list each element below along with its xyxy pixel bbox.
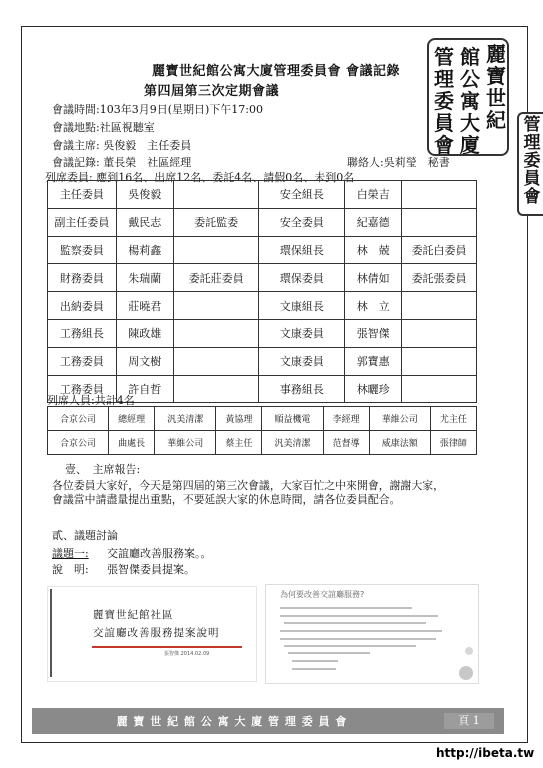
- table-cell: [402, 292, 477, 320]
- table-cell: 文康委員: [259, 347, 345, 375]
- table-row: [48, 319, 477, 347]
- seal-column: 管 理 委 員 會: [523, 115, 541, 207]
- table-cell: 文康委員: [259, 319, 345, 347]
- table-cell: 華維公司: [155, 431, 216, 455]
- table-cell: [173, 292, 259, 320]
- meeting-time: 會議時間:103年3月9日(星期日)下午17:00: [52, 103, 263, 116]
- table-cell: 紀嘉德: [345, 208, 402, 236]
- table-cell: 工務組長: [48, 319, 117, 347]
- description-text: 張智傑委員提案。: [107, 563, 195, 576]
- table-row: [48, 181, 477, 209]
- table-cell: 監察委員: [48, 236, 117, 264]
- meeting-place: 會議地點:社區視聽室: [52, 121, 155, 134]
- table-row: [48, 236, 477, 264]
- table-row: [48, 292, 477, 320]
- table-cell: [173, 347, 259, 375]
- table-cell: 工務委員: [48, 375, 117, 403]
- table-cell: 華維公司: [369, 407, 430, 431]
- table-cell: [173, 181, 259, 209]
- slide1-byline: 張智傑 2014.02.09: [164, 651, 210, 657]
- table-cell: 尤主任: [430, 407, 476, 431]
- table-cell: [402, 208, 477, 236]
- meeting-contact: 聯絡人:吳莉瑩 秘書: [347, 156, 450, 169]
- seal-column: 管 理 委 員 會: [434, 45, 454, 157]
- table-cell: 郭寶惠: [345, 347, 402, 375]
- slide2-title: 為何要改善交誼廳服務?: [280, 590, 365, 599]
- footer-title: 麗 寶 世 紀 館 公 寓 大 廈 管 理 委 員 會: [116, 715, 348, 728]
- title-slide: [47, 586, 257, 682]
- slide-thumbnails: [47, 584, 477, 682]
- table-cell: 文康組長: [259, 292, 345, 320]
- table-cell: 委託白委員: [402, 236, 477, 264]
- table-cell: 委託莊委員: [173, 264, 259, 292]
- edge-stamp: [517, 112, 543, 216]
- attendees-label: 列席人員:共計4名: [47, 394, 135, 407]
- table-cell: 范督導: [323, 431, 369, 455]
- table-cell: [402, 319, 477, 347]
- table-cell: 蔡主任: [216, 431, 262, 455]
- page-number: 頁 1: [444, 713, 494, 729]
- slide1-title: 麗寶世紀館社區: [93, 609, 174, 621]
- slide1-subtitle: 交誼廳改善服務提案說明: [93, 627, 220, 639]
- table-cell: 許自哲: [116, 375, 173, 403]
- slide-divider: [92, 646, 242, 648]
- table-cell: 戴民志: [116, 208, 173, 236]
- slide-edge: [50, 589, 52, 677]
- content-slide: [265, 584, 479, 684]
- table-cell: 莊曉君: [116, 292, 173, 320]
- table-cell: 白榮吉: [345, 181, 402, 209]
- table-row: [48, 208, 477, 236]
- seal-column: 麗 寶 世 紀: [486, 42, 506, 132]
- table-cell: 威康法額: [369, 431, 430, 455]
- table-cell: 委託監委: [173, 208, 259, 236]
- issue-label: 議題一:: [52, 547, 89, 560]
- table-row: [48, 407, 477, 431]
- table-cell: 副主任委員: [48, 208, 117, 236]
- table-cell: 安全組長: [259, 181, 345, 209]
- table-cell: 事務組長: [259, 375, 345, 403]
- table-cell: 主任委員: [48, 181, 117, 209]
- table-cell: 財務委員: [48, 264, 117, 292]
- table-cell: 吳俊毅: [116, 181, 173, 209]
- table-cell: 委託張委員: [402, 264, 477, 292]
- attendees-table: [47, 406, 477, 455]
- document-title: 麗寶世紀館公寓大廈管理委員會 會議記錄: [151, 64, 400, 79]
- page-footer: [32, 708, 504, 734]
- issue-text: 交誼廳改善服務案。。: [107, 547, 212, 560]
- table-cell: 曲處長: [109, 431, 155, 455]
- table-cell: 張智傑: [345, 319, 402, 347]
- table-cell: 林倩如: [345, 264, 402, 292]
- table-cell: 陳政雄: [116, 319, 173, 347]
- slide2-bullets: [266, 585, 478, 683]
- table-cell: 環保委員: [259, 264, 345, 292]
- table-cell: [402, 347, 477, 375]
- table-cell: 工務委員: [48, 347, 117, 375]
- table-cell: [402, 375, 477, 403]
- committee-seal: [427, 38, 509, 156]
- table-cell: 林 兢: [345, 236, 402, 264]
- table-cell: 張律師: [430, 431, 476, 455]
- table-cell: 環保組長: [259, 236, 345, 264]
- table-cell: 李經理: [323, 407, 369, 431]
- table-cell: 林 立: [345, 292, 402, 320]
- description-label: 說 明:: [52, 563, 89, 576]
- members-table: [47, 180, 477, 403]
- table-cell: 林曬珍: [345, 375, 402, 403]
- section1-line1: 各位委員大家好，今天是第四屆的第三次會議，大家百忙之中來開會，謝謝大家，: [52, 479, 445, 492]
- table-cell: [173, 319, 259, 347]
- table-cell: 黃協理: [216, 407, 262, 431]
- meeting-chair: 會議主席: 吳俊毅 主任委員: [52, 139, 192, 152]
- table-cell: 汎美清潔: [155, 407, 216, 431]
- table-cell: 楊莉鑫: [116, 236, 173, 264]
- table-cell: 汎美清潔: [262, 431, 323, 455]
- table-cell: 安全委員: [259, 208, 345, 236]
- table-cell: [402, 181, 477, 209]
- table-row: [48, 347, 477, 375]
- table-cell: 出納委員: [48, 292, 117, 320]
- table-cell: [173, 375, 259, 403]
- watermark-url: http://ibeta.tw: [436, 746, 535, 760]
- table-cell: 朱瑞蘭: [116, 264, 173, 292]
- section2-heading: 貳、議題討論: [52, 529, 118, 542]
- table-cell: 合京公司: [48, 407, 109, 431]
- section1-line2: 會議當中請盡量提出重點，不要延誤大家的休息時間，請各位委員配合。: [52, 493, 401, 506]
- table-row: [48, 264, 477, 292]
- table-row: [48, 431, 477, 455]
- table-cell: 合京公司: [48, 431, 109, 455]
- meeting-recorder: 會議記錄: 董長榮 社區經理: [52, 156, 192, 169]
- table-cell: [173, 236, 259, 264]
- table-cell: 順益機電: [262, 407, 323, 431]
- table-cell: 總經理: [109, 407, 155, 431]
- document-subtitle: 第四屆第三次定期會議: [143, 84, 279, 99]
- section1-heading: 壹、 主席報告:: [65, 463, 141, 476]
- seal-column: 館 公 寓 大 廈: [460, 45, 480, 157]
- table-cell: 周文樹: [116, 347, 173, 375]
- attendance-summary: 列席委員: 應到16名、出席12名、委託4名、請假0名、未到0名: [45, 171, 355, 184]
